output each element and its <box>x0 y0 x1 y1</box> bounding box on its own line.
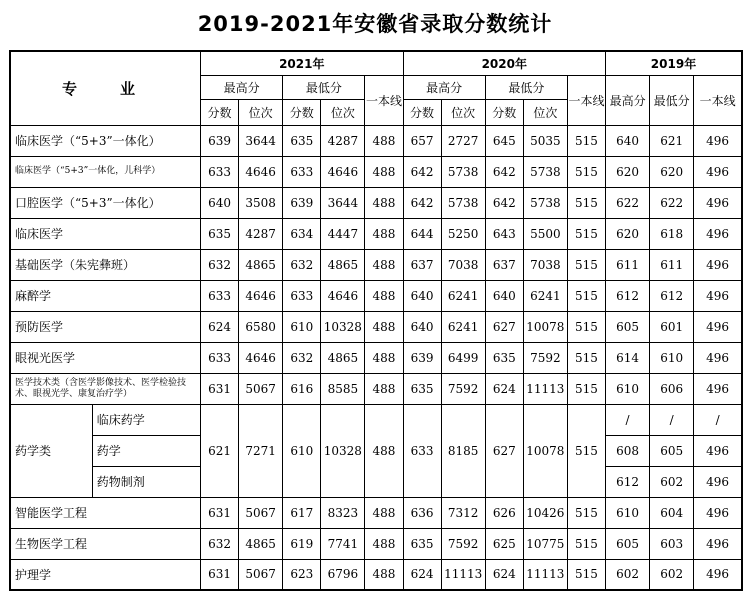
rank-col-header: 位次 <box>321 99 365 125</box>
score-cell: 4646 <box>239 156 283 187</box>
score-cell: 10426 <box>523 497 567 528</box>
score-cell: 515 <box>567 187 605 218</box>
score-cell: 635 <box>403 373 441 404</box>
score-cell: 4646 <box>239 280 283 311</box>
score-cell: 515 <box>567 559 605 590</box>
score-cell: 5738 <box>441 187 485 218</box>
score-cell: 11113 <box>441 559 485 590</box>
score-cell: 10078 <box>523 404 567 497</box>
score-cell: 639 <box>403 342 441 373</box>
score-cell: 515 <box>567 528 605 559</box>
score-cell: 610 <box>606 497 650 528</box>
score-cell: 6499 <box>441 342 485 373</box>
score-cell: 640 <box>606 125 650 156</box>
score-cell: 488 <box>365 311 403 342</box>
score-cell: 496 <box>694 187 742 218</box>
score-cell: 5067 <box>239 559 283 590</box>
score-cell: 11113 <box>523 559 567 590</box>
score-cell: 488 <box>365 187 403 218</box>
score-cell: 622 <box>650 187 694 218</box>
score-cell: 3508 <box>239 187 283 218</box>
score-cell: 635 <box>201 218 239 249</box>
year-2021-header: 2021年 <box>201 51 404 75</box>
score-cell: 515 <box>567 218 605 249</box>
score-cell: 515 <box>567 497 605 528</box>
major-name: 护理学 <box>10 559 201 590</box>
score-cell: / <box>606 404 650 435</box>
score-cell: 3644 <box>321 187 365 218</box>
score-cell: 637 <box>485 249 523 280</box>
score-cell: 2727 <box>441 125 485 156</box>
score-cell: 7271 <box>239 404 283 497</box>
score-cell: 620 <box>650 156 694 187</box>
table-row <box>10 156 742 187</box>
score-cell: 640 <box>403 280 441 311</box>
max-header-2020: 最高分 <box>403 75 485 99</box>
score-cell: 496 <box>694 249 742 280</box>
score-cell: 620 <box>606 218 650 249</box>
score-cell: 7038 <box>523 249 567 280</box>
score-cell: 612 <box>606 280 650 311</box>
score-cell: 496 <box>694 497 742 528</box>
score-cell: 604 <box>650 497 694 528</box>
score-cell: 515 <box>567 373 605 404</box>
max-header-2019: 最高分 <box>606 75 650 125</box>
major-category: 药学类 <box>10 404 92 497</box>
table-row <box>10 125 742 156</box>
score-cell: 10078 <box>523 311 567 342</box>
score-cell: 621 <box>201 404 239 497</box>
score-cell: 5738 <box>523 187 567 218</box>
score-cell: 488 <box>365 280 403 311</box>
score-cell: 617 <box>283 497 321 528</box>
score-cell: 642 <box>403 156 441 187</box>
score-cell: 610 <box>650 342 694 373</box>
score-cell: 635 <box>403 528 441 559</box>
score-cell: 496 <box>694 528 742 559</box>
score-cell: 515 <box>567 125 605 156</box>
score-cell: 631 <box>201 497 239 528</box>
score-cell: 4646 <box>239 342 283 373</box>
score-cell: 618 <box>650 218 694 249</box>
score-cell: 633 <box>201 280 239 311</box>
rank-col-header: 位次 <box>239 99 283 125</box>
score-cell: 496 <box>694 218 742 249</box>
score-cell: 631 <box>201 373 239 404</box>
score-cell: 611 <box>650 249 694 280</box>
major-name: 基础医学（朱宪彝班） <box>10 249 201 280</box>
score-cell: 605 <box>606 311 650 342</box>
score-cell: 10328 <box>321 404 365 497</box>
score-col-header: 分数 <box>485 99 523 125</box>
major-sub-name: 药物制剂 <box>92 466 200 497</box>
table-row <box>10 497 742 528</box>
score-cell: 488 <box>365 342 403 373</box>
table-row <box>10 559 742 590</box>
score-cell: 496 <box>694 125 742 156</box>
score-cell: 640 <box>201 187 239 218</box>
score-cell: 6580 <box>239 311 283 342</box>
score-cell: 7312 <box>441 497 485 528</box>
score-cell: 642 <box>403 187 441 218</box>
score-cell: 4865 <box>321 342 365 373</box>
major-name: 眼视光医学 <box>10 342 201 373</box>
score-cell: 624 <box>485 373 523 404</box>
score-cell: 603 <box>650 528 694 559</box>
score-cell: 645 <box>485 125 523 156</box>
score-cell: 4646 <box>321 280 365 311</box>
table-row <box>10 373 742 404</box>
score-cell: 6796 <box>321 559 365 590</box>
score-cell: 627 <box>485 404 523 497</box>
score-cell: 10328 <box>321 311 365 342</box>
score-cell: 633 <box>283 156 321 187</box>
score-cell: 626 <box>485 497 523 528</box>
table-row <box>10 249 742 280</box>
year-2019-header: 2019年 <box>606 51 742 75</box>
score-cell: 4865 <box>321 249 365 280</box>
score-cell: 634 <box>283 218 321 249</box>
score-cell: 625 <box>485 528 523 559</box>
score-cell: 644 <box>403 218 441 249</box>
major-name: 临床医学 <box>10 218 201 249</box>
score-cell: 10775 <box>523 528 567 559</box>
score-cell: 605 <box>606 528 650 559</box>
score-cell: 612 <box>650 280 694 311</box>
major-name: 麻醉学 <box>10 280 201 311</box>
score-cell: 488 <box>365 218 403 249</box>
score-cell: 5067 <box>239 497 283 528</box>
score-cell: 496 <box>694 466 742 497</box>
line-header-2020: 一本线 <box>567 75 605 125</box>
score-cell: 620 <box>606 156 650 187</box>
score-cell: 611 <box>606 249 650 280</box>
score-col-header: 分数 <box>201 99 239 125</box>
score-cell: 633 <box>403 404 441 497</box>
score-cell: 639 <box>201 125 239 156</box>
score-cell: 639 <box>283 187 321 218</box>
score-cell: 632 <box>201 249 239 280</box>
major-name: 智能医学工程 <box>10 497 201 528</box>
score-cell: 4447 <box>321 218 365 249</box>
major-sub-name: 药学 <box>92 435 200 466</box>
score-cell: 496 <box>694 559 742 590</box>
major-name: 医学技术类（含医学影像技术、医学检验技术、眼视光学、康复治疗学） <box>10 373 201 404</box>
max-header-2021: 最高分 <box>201 75 283 99</box>
score-cell: 636 <box>403 497 441 528</box>
score-cell: 515 <box>567 342 605 373</box>
score-cell: 7592 <box>441 528 485 559</box>
score-cell: 488 <box>365 249 403 280</box>
table-body <box>10 125 742 590</box>
major-header: 专 业 <box>10 51 201 125</box>
table-row <box>10 280 742 311</box>
score-cell: 7038 <box>441 249 485 280</box>
score-cell: 515 <box>567 280 605 311</box>
score-cell: 632 <box>283 249 321 280</box>
score-col-header: 分数 <box>403 99 441 125</box>
score-cell: 624 <box>403 559 441 590</box>
score-cell: 515 <box>567 404 605 497</box>
major-name: 生物医学工程 <box>10 528 201 559</box>
score-cell: 515 <box>567 249 605 280</box>
score-cell: 496 <box>694 280 742 311</box>
score-cell: 621 <box>650 125 694 156</box>
score-cell: 640 <box>485 280 523 311</box>
score-cell: 5738 <box>523 156 567 187</box>
table-row <box>10 218 742 249</box>
score-cell: 488 <box>365 528 403 559</box>
score-cell: 7592 <box>441 373 485 404</box>
score-cell: 4865 <box>239 249 283 280</box>
year-2020-header: 2020年 <box>403 51 606 75</box>
rank-col-header: 位次 <box>441 99 485 125</box>
score-cell: 7741 <box>321 528 365 559</box>
score-cell: 623 <box>283 559 321 590</box>
score-cell: 5250 <box>441 218 485 249</box>
score-cell: 4865 <box>239 528 283 559</box>
score-cell: 8185 <box>441 404 485 497</box>
score-cell: 614 <box>606 342 650 373</box>
table-row <box>10 342 742 373</box>
score-cell: 643 <box>485 218 523 249</box>
score-cell: 488 <box>365 559 403 590</box>
score-cell: 602 <box>606 559 650 590</box>
line-header-2021: 一本线 <box>365 75 403 125</box>
score-cell: 610 <box>283 311 321 342</box>
score-cell: 624 <box>485 559 523 590</box>
table-row <box>10 311 742 342</box>
rank-col-header: 位次 <box>523 99 567 125</box>
score-cell: 619 <box>283 528 321 559</box>
score-cell: 610 <box>283 404 321 497</box>
table-row <box>10 528 742 559</box>
score-cell: 5738 <box>441 156 485 187</box>
score-cell: 6241 <box>523 280 567 311</box>
score-cell: 488 <box>365 156 403 187</box>
score-cell: 4287 <box>239 218 283 249</box>
score-cell: 488 <box>365 373 403 404</box>
score-cell: 496 <box>694 435 742 466</box>
major-name: 预防医学 <box>10 311 201 342</box>
score-cell: 602 <box>650 466 694 497</box>
score-cell: 6241 <box>441 280 485 311</box>
score-cell: 601 <box>650 311 694 342</box>
score-cell: 515 <box>567 156 605 187</box>
score-cell: 496 <box>694 156 742 187</box>
score-cell: 605 <box>650 435 694 466</box>
score-table <box>9 50 743 591</box>
score-cell: 632 <box>201 528 239 559</box>
line-header-2019: 一本线 <box>694 75 742 125</box>
score-cell: 633 <box>201 156 239 187</box>
score-cell: 488 <box>365 125 403 156</box>
score-cell: 3644 <box>239 125 283 156</box>
score-cell: 627 <box>485 311 523 342</box>
score-cell: 4287 <box>321 125 365 156</box>
score-cell: 602 <box>650 559 694 590</box>
score-col-header: 分数 <box>283 99 321 125</box>
score-cell: 635 <box>485 342 523 373</box>
score-cell: 633 <box>201 342 239 373</box>
score-cell: 657 <box>403 125 441 156</box>
major-sub-name: 临床药学 <box>92 404 200 435</box>
score-cell: 496 <box>694 342 742 373</box>
score-cell: 612 <box>606 466 650 497</box>
score-cell: 642 <box>485 156 523 187</box>
score-cell: 11113 <box>523 373 567 404</box>
min-header-2021: 最低分 <box>283 75 365 99</box>
page-title: 2019-2021年安徽省录取分数统计 <box>197 12 553 36</box>
score-cell: 622 <box>606 187 650 218</box>
score-cell: 7592 <box>523 342 567 373</box>
score-cell: / <box>650 404 694 435</box>
score-cell: 631 <box>201 559 239 590</box>
score-cell: 496 <box>694 373 742 404</box>
score-cell: 5500 <box>523 218 567 249</box>
min-header-2019: 最低分 <box>650 75 694 125</box>
score-cell: 8585 <box>321 373 365 404</box>
score-cell: / <box>694 404 742 435</box>
score-cell: 624 <box>201 311 239 342</box>
major-name: 口腔医学（“5+3”一体化） <box>10 187 201 218</box>
score-cell: 608 <box>606 435 650 466</box>
score-cell: 633 <box>283 280 321 311</box>
score-cell: 616 <box>283 373 321 404</box>
score-cell: 496 <box>694 311 742 342</box>
major-name: 临床医学（“5+3”一体化，儿科学） <box>10 156 201 187</box>
score-cell: 632 <box>283 342 321 373</box>
score-cell: 515 <box>567 311 605 342</box>
score-cell: 610 <box>606 373 650 404</box>
score-cell: 5035 <box>523 125 567 156</box>
score-cell: 488 <box>365 404 403 497</box>
table-row <box>10 404 742 435</box>
major-name: 临床医学（“5+3”一体化） <box>10 125 201 156</box>
score-cell: 606 <box>650 373 694 404</box>
score-cell: 4646 <box>321 156 365 187</box>
score-cell: 637 <box>403 249 441 280</box>
min-header-2020: 最低分 <box>485 75 567 99</box>
score-cell: 635 <box>283 125 321 156</box>
score-cell: 642 <box>485 187 523 218</box>
score-cell: 640 <box>403 311 441 342</box>
score-cell: 488 <box>365 497 403 528</box>
table-row <box>10 187 742 218</box>
score-cell: 5067 <box>239 373 283 404</box>
score-cell: 6241 <box>441 311 485 342</box>
score-cell: 8323 <box>321 497 365 528</box>
